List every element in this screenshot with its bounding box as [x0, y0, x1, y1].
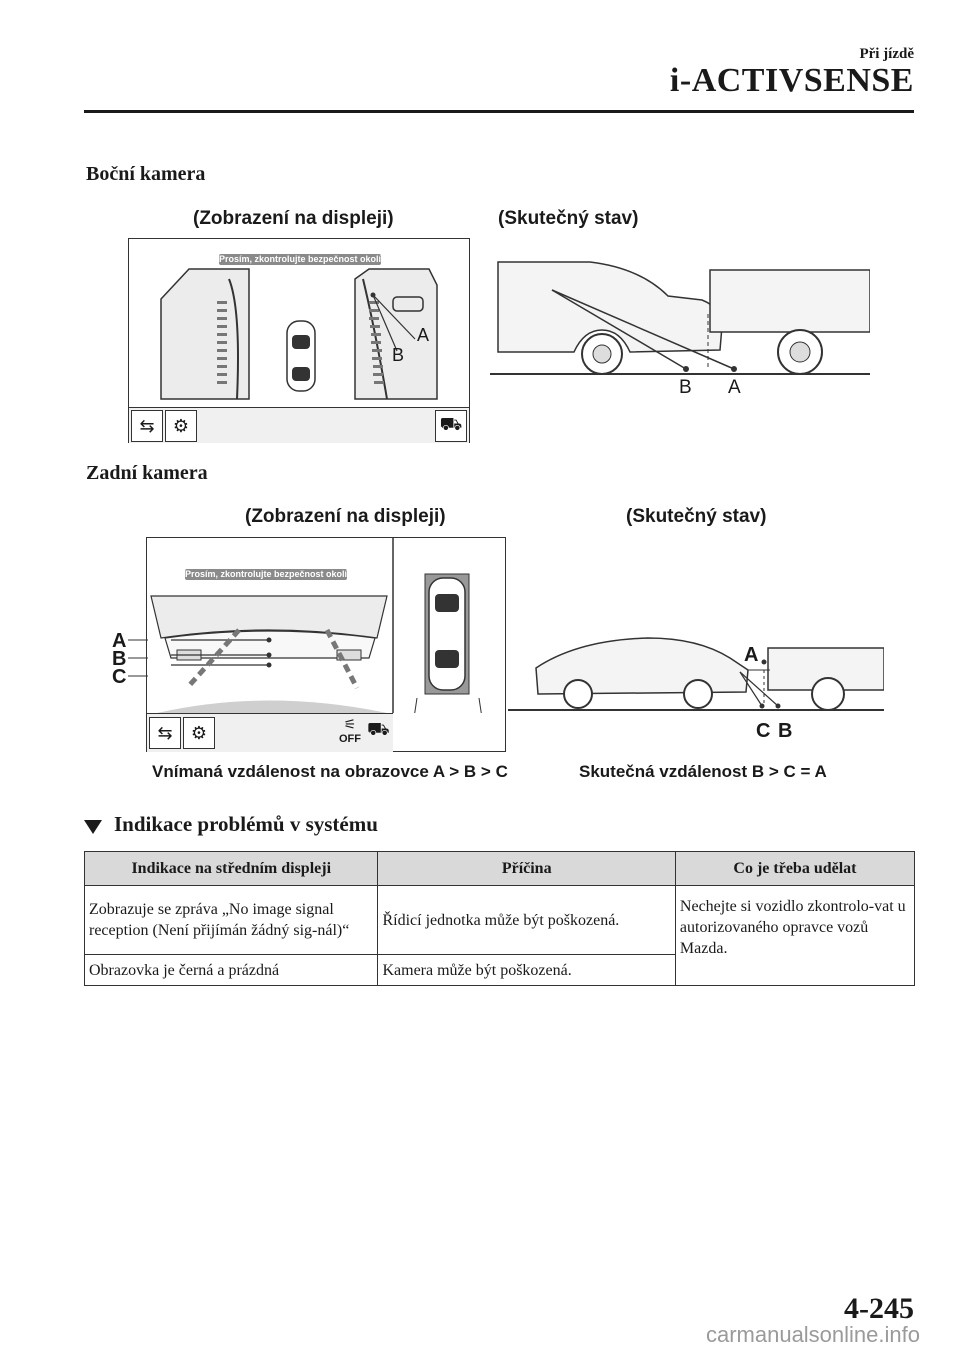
cause-cell: Řídicí jednotka může být poškozená. — [378, 886, 675, 955]
side-display-label: (Zobrazení na displeji) — [193, 208, 394, 229]
rear-guide-c: C — [112, 666, 127, 688]
page-number: 4-245 — [844, 1292, 914, 1325]
chapter-title: i-ACTIVSENSE — [669, 62, 914, 99]
rear-caption-actual: Skutečná vzdálenost B > C = A — [579, 762, 827, 781]
parking-sensor-icon: ⚟ — [343, 716, 357, 732]
rear-guide-b: B — [112, 648, 127, 670]
rear-view-car-icon[interactable]: ⛟ — [367, 719, 390, 739]
rear-guide-a: A — [112, 630, 127, 652]
side-camera-heading: Boční kamera — [86, 163, 206, 185]
column-header-indication: Indikace na středním displeji — [85, 852, 378, 886]
table-row — [85, 886, 915, 955]
rear-camera-screen — [146, 537, 506, 752]
rear-display-label: (Zobrazení na displeji) — [245, 506, 446, 527]
side-screen-marker-a: A — [417, 325, 430, 345]
problems-heading-row — [84, 812, 378, 837]
camera-switch-icon[interactable]: ⇆ — [131, 410, 163, 442]
rear-actual-c: C — [756, 720, 771, 742]
rear-actual-a: A — [744, 644, 759, 666]
header-rule — [84, 110, 914, 113]
side-screen-banner: Prosím, zkontrolujte bezpečnost okolí — [219, 254, 381, 264]
side-view-car-icon[interactable]: ⛟ — [435, 410, 467, 442]
rear-screen-toolbar — [147, 713, 393, 752]
rear-caption-screen: Vnímaná vzdálenost na obrazovce A > B > C — [152, 762, 508, 781]
side-actual-label: (Skutečný stav) — [498, 208, 639, 229]
problems-table-wrapper — [84, 851, 915, 986]
parking-sensor-off-label: OFF — [339, 733, 361, 745]
column-header-action: Co je třeba udělat — [675, 852, 914, 886]
table-header-row — [85, 852, 915, 886]
side-camera-screen — [128, 238, 470, 443]
rear-actual-b: B — [778, 720, 793, 742]
triangle-bullet-icon — [84, 820, 102, 834]
settings-gear-icon[interactable]: ⚙ — [165, 410, 197, 442]
cause-cell: Kamera může být poškozená. — [378, 955, 675, 986]
section-title: Při jízdě — [859, 46, 914, 62]
column-header-cause: Příčina — [378, 852, 675, 886]
indication-cell: Zobrazuje se zpráva „No image signal reception (Není přijímán žádný sig-nál)“ — [85, 886, 378, 955]
action-cell: Nechejte si vozidlo zkontrolo-vat u autorizovaného opravce vozů Mazda. — [675, 886, 914, 986]
side-ground-marker-a: A — [728, 377, 741, 398]
rear-screen-banner: Prosím, zkontrolujte bezpečnost okolí — [185, 569, 347, 579]
rear-camera-view — [147, 538, 505, 713]
indication-cell: Obrazovka je černá a prázdná — [85, 955, 378, 986]
problems-table — [84, 851, 915, 986]
side-screen-toolbar — [129, 407, 469, 443]
rear-actual-label: (Skutečný stav) — [626, 506, 767, 527]
page-header — [0, 0, 960, 120]
parking-sensor-off-button[interactable] — [337, 716, 363, 745]
side-ground-marker-b: B — [679, 377, 692, 398]
watermark: carmanualsonline.info — [705, 1322, 920, 1347]
rear-guide-leaders — [128, 636, 148, 686]
side-screen-marker-b: B — [392, 345, 405, 365]
rear-camera-heading: Zadní kamera — [86, 462, 208, 484]
rear-actual-illustration — [508, 630, 884, 720]
camera-switch-icon[interactable]: ⇆ — [149, 717, 181, 749]
settings-gear-icon[interactable]: ⚙ — [183, 717, 215, 749]
problems-heading: Indikace problémů v systému — [114, 812, 378, 836]
